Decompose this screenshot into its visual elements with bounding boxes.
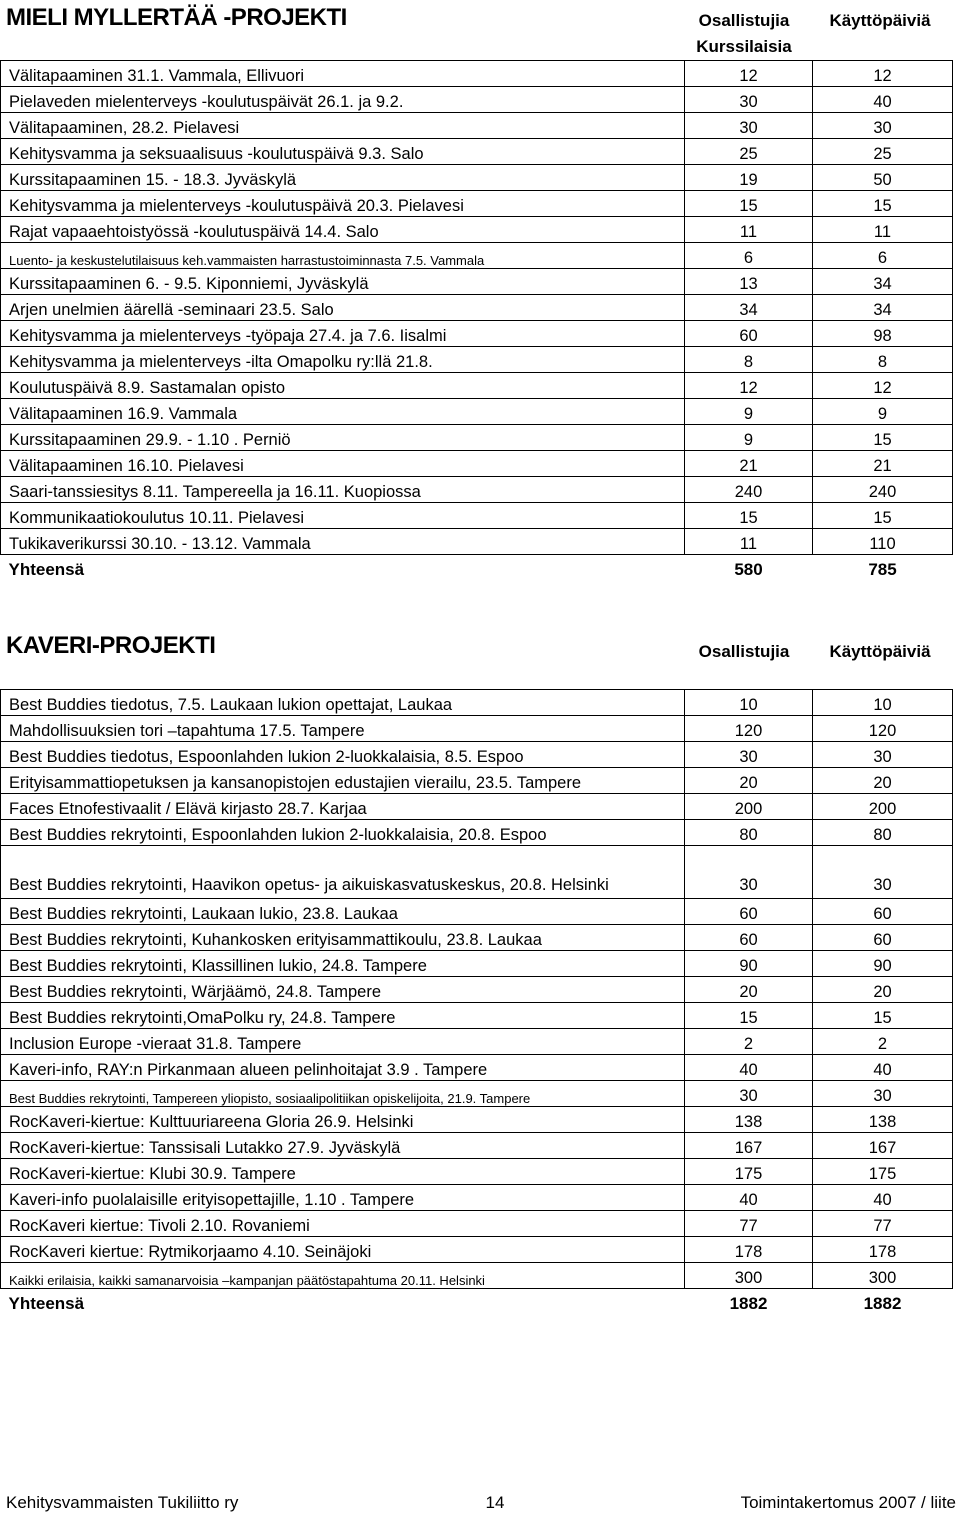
table-row [1, 925, 953, 951]
row-days: 15 [813, 191, 953, 217]
row-participants: 2 [685, 1029, 813, 1055]
row-label: RocKaveri-kiertue: Klubi 30.9. Tampere [1, 1159, 685, 1185]
table-row [1, 165, 953, 191]
table-row [1, 690, 953, 716]
row-days: 34 [813, 269, 953, 295]
footer-org: Kehitysvammaisten Tukiliitto ry [6, 1493, 239, 1512]
row-participants: 11 [685, 217, 813, 243]
row-label: Välitapaaminen 16.10. Pielavesi [1, 451, 685, 477]
row-days: 40 [813, 1185, 953, 1211]
table-row [1, 191, 953, 217]
table-row [1, 794, 953, 820]
table-row [1, 1003, 953, 1029]
row-label: Koulutuspäivä 8.9. Sastamalan opisto [1, 373, 685, 399]
kaveri-col1-header: Osallistujia [698, 642, 790, 661]
row-participants: 77 [685, 1211, 813, 1237]
row-label: Best Buddies rekrytointi, Kuhankosken erityisammattikoulu, 23.8. Laukaa [1, 925, 685, 951]
row-participants: 11 [685, 529, 813, 555]
row-participants: 12 [685, 61, 813, 87]
total-participants: 580 [734, 560, 763, 579]
row-participants: 300 [685, 1263, 813, 1289]
row-days: 6 [813, 243, 953, 269]
total-row [1, 1289, 953, 1315]
table-row [1, 977, 953, 1003]
row-days: 10 [813, 690, 953, 716]
table-row [1, 347, 953, 373]
row-label: Kurssitapaaminen 15. - 18.3. Jyväskylä [1, 165, 685, 191]
mieli-title: MIELI MYLLERTÄÄ -PROJEKTI [6, 4, 347, 31]
row-participants: 175 [685, 1159, 813, 1185]
footer-page-number: 14 [485, 1493, 505, 1512]
footer-document: Toimintakertomus 2007 / liite [740, 1493, 956, 1512]
row-participants: 138 [685, 1107, 813, 1133]
row-label: Best Buddies rekrytointi, Klassillinen lukio, 24.8. Tampere [1, 951, 685, 977]
row-label: Best Buddies rekrytointi, Haavikon opetus- ja aikuiskasvatuskeskus, 20.8. Helsinki [1, 846, 685, 899]
row-days: 60 [813, 899, 953, 925]
total-participants: 1882 [729, 1294, 768, 1313]
row-label: Inclusion Europe -vieraat 31.8. Tampere [1, 1029, 685, 1055]
row-days: 25 [813, 139, 953, 165]
table-row [1, 1107, 953, 1133]
table-row [1, 768, 953, 794]
row-participants: 30 [685, 113, 813, 139]
row-days: 80 [813, 820, 953, 846]
row-days: 2 [813, 1029, 953, 1055]
row-days: 12 [813, 61, 953, 87]
row-participants: 30 [685, 1081, 813, 1107]
row-days: 20 [813, 977, 953, 1003]
row-participants: 19 [685, 165, 813, 191]
row-days: 15 [813, 1003, 953, 1029]
row-label: Kehitysvamma ja mielenterveys -koulutuspäivä 20.3. Pielavesi [1, 191, 685, 217]
row-participants: 15 [685, 191, 813, 217]
row-days: 30 [813, 742, 953, 768]
row-participants: 12 [685, 373, 813, 399]
table-row [1, 503, 953, 529]
row-participants: 167 [685, 1133, 813, 1159]
row-participants: 200 [685, 794, 813, 820]
kaveri-title: KAVERI-PROJEKTI [6, 632, 216, 659]
row-label: Välitapaaminen, 28.2. Pielavesi [1, 113, 685, 139]
row-label: Kommunikaatiokoulutus 10.11. Pielavesi [1, 503, 685, 529]
row-label: Kurssitapaaminen 6. - 9.5. Kiponniemi, Jyväskylä [1, 269, 685, 295]
table-row [1, 1029, 953, 1055]
row-participants: 40 [685, 1185, 813, 1211]
row-label: Kurssitapaaminen 29.9. - 1.10 . Perniö [1, 425, 685, 451]
table-row [1, 951, 953, 977]
row-label: Arjen unelmien äärellä -seminaari 23.5. Salo [1, 295, 685, 321]
row-label: Kehitysvamma ja seksuaalisuus -koulutuspäivä 9.3. Salo [1, 139, 685, 165]
row-participants: 25 [685, 139, 813, 165]
row-participants: 30 [685, 87, 813, 113]
row-days: 9 [813, 399, 953, 425]
row-participants: 60 [685, 321, 813, 347]
total-label: Yhteensä [8, 1294, 85, 1313]
row-days: 34 [813, 295, 953, 321]
row-label: Erityisammattiopetuksen ja kansanopistojen edustajien vierailu, 23.5. Tampere [1, 768, 685, 794]
row-days: 40 [813, 87, 953, 113]
row-participants: 60 [685, 899, 813, 925]
row-label: RocKaveri kiertue: Rytmikorjaamo 4.10. Seinäjoki [1, 1237, 685, 1263]
row-label: Tukikaverikurssi 30.10. - 13.12. Vammala [1, 529, 685, 555]
row-participants: 8 [685, 347, 813, 373]
row-days: 40 [813, 1055, 953, 1081]
row-days: 138 [813, 1107, 953, 1133]
row-participants: 34 [685, 295, 813, 321]
table-row [1, 399, 953, 425]
row-days: 21 [813, 451, 953, 477]
row-days: 20 [813, 768, 953, 794]
table-row [1, 529, 953, 555]
row-label: Best Buddies rekrytointi, Tampereen yliopisto, sosiaalipolitiikan opiskelijoita, 21.9. Tampere [1, 1081, 685, 1107]
table-row [1, 1081, 953, 1107]
row-days: 60 [813, 925, 953, 951]
table-row [1, 820, 953, 846]
row-label: Best Buddies rekrytointi, Espoonlahden lukion 2-luokkalaisia, 20.8. Espoo [1, 820, 685, 846]
row-participants: 20 [685, 977, 813, 1003]
row-participants: 15 [685, 503, 813, 529]
table-row [1, 139, 953, 165]
row-participants: 13 [685, 269, 813, 295]
row-participants: 9 [685, 399, 813, 425]
row-label: Best Buddies tiedotus, Espoonlahden lukion 2-luokkalaisia, 8.5. Espoo [1, 742, 685, 768]
row-label: Kaveri-info, RAY:n Pirkanmaan alueen pelinhoitajat 3.9 . Tampere [1, 1055, 685, 1081]
row-days: 15 [813, 503, 953, 529]
total-row [1, 555, 953, 581]
table-row [1, 269, 953, 295]
table-row [1, 425, 953, 451]
row-participants: 20 [685, 768, 813, 794]
row-days: 175 [813, 1159, 953, 1185]
mieli-col1-header [684, 8, 804, 60]
row-label: Luento- ja keskustelutilaisuus keh.vammaisten harrastustoiminnasta 7.5. Vammala [1, 243, 685, 269]
table-row [1, 113, 953, 139]
row-days: 167 [813, 1133, 953, 1159]
row-participants: 40 [685, 1055, 813, 1081]
row-participants: 80 [685, 820, 813, 846]
row-days: 77 [813, 1211, 953, 1237]
row-days: 300 [813, 1263, 953, 1289]
kaveri-table [0, 689, 953, 1314]
row-participants: 30 [685, 742, 813, 768]
row-participants: 60 [685, 925, 813, 951]
table-row [1, 1133, 953, 1159]
row-participants: 10 [685, 690, 813, 716]
row-label: RocKaveri-kiertue: Kulttuuriareena Gloria 26.9. Helsinki [1, 1107, 685, 1133]
row-days: 50 [813, 165, 953, 191]
table-row [1, 321, 953, 347]
row-label: Rajat vapaaehtoistyössä -koulutuspäivä 14.4. Salo [1, 217, 685, 243]
row-days: 30 [813, 113, 953, 139]
row-participants: 240 [685, 477, 813, 503]
row-label: Pielaveden mielenterveys -koulutuspäivät 26.1. ja 9.2. [1, 87, 685, 113]
row-days: 15 [813, 425, 953, 451]
row-participants: 9 [685, 425, 813, 451]
table-row [1, 742, 953, 768]
row-days: 11 [813, 217, 953, 243]
total-label: Yhteensä [8, 560, 85, 579]
row-label: Kaikki erilaisia, kaikki samanarvoisia –kampanjan päätöstapahtuma 20.11. Helsinki [1, 1263, 685, 1289]
table-row [1, 451, 953, 477]
row-days: 12 [813, 373, 953, 399]
row-participants: 120 [685, 716, 813, 742]
row-days: 30 [813, 1081, 953, 1107]
table-row [1, 1055, 953, 1081]
row-label: Faces Etnofestivaalit / Elävä kirjasto 28.7. Karjaa [1, 794, 685, 820]
table-row [1, 217, 953, 243]
row-days: 110 [813, 529, 953, 555]
row-days: 90 [813, 951, 953, 977]
table-row [1, 1237, 953, 1263]
table-row [1, 1263, 953, 1289]
row-days: 240 [813, 477, 953, 503]
kaveri-col2-header: Käyttöpäiviä [829, 642, 931, 661]
table-row [1, 373, 953, 399]
table-row [1, 846, 953, 899]
row-label: Välitapaaminen 31.1. Vammala, Ellivuori [1, 61, 685, 87]
row-label: RocKaveri-kiertue: Tanssisali Lutakko 27.9. Jyväskylä [1, 1133, 685, 1159]
row-days: 98 [813, 321, 953, 347]
table-row [1, 899, 953, 925]
total-days: 1882 [863, 1294, 902, 1313]
table-row [1, 1159, 953, 1185]
row-participants: 15 [685, 1003, 813, 1029]
table-row [1, 295, 953, 321]
row-label: Kehitysvamma ja mielenterveys -ilta Omapolku ry:llä 21.8. [1, 347, 685, 373]
table-row [1, 61, 953, 87]
mieli-col1-header-label: Osallistujia [698, 11, 790, 30]
table-row [1, 716, 953, 742]
table-row [1, 1211, 953, 1237]
row-label: Best Buddies rekrytointi, Laukaan lukio, 23.8. Laukaa [1, 899, 685, 925]
table-row [1, 1185, 953, 1211]
row-label: Kaveri-info puolalaisille erityisopettajille, 1.10 . Tampere [1, 1185, 685, 1211]
mieli-table-body [1, 61, 953, 581]
row-participants: 30 [685, 846, 813, 899]
row-days: 8 [813, 347, 953, 373]
row-label: Kehitysvamma ja mielenterveys -työpaja 27.4. ja 7.6. Iisalmi [1, 321, 685, 347]
row-days: 120 [813, 716, 953, 742]
row-label: Välitapaaminen 16.9. Vammala [1, 399, 685, 425]
row-participants: 178 [685, 1237, 813, 1263]
row-label: Best Buddies rekrytointi,OmaPolku ry, 24.8. Tampere [1, 1003, 685, 1029]
row-days: 200 [813, 794, 953, 820]
row-participants: 21 [685, 451, 813, 477]
mieli-col2-header: Käyttöpäiviä [829, 11, 931, 30]
row-participants: 90 [685, 951, 813, 977]
row-label: RocKaveri kiertue: Tivoli 2.10. Rovaniemi [1, 1211, 685, 1237]
row-days: 30 [813, 846, 953, 899]
row-label: Best Buddies rekrytointi, Wärjäämö, 24.8. Tampere [1, 977, 685, 1003]
row-label: Saari-tanssiesitys 8.11. Tampereella ja 16.11. Kuopiossa [1, 477, 685, 503]
table-row [1, 87, 953, 113]
table-row [1, 477, 953, 503]
row-participants: 6 [685, 243, 813, 269]
mieli-table [0, 60, 953, 580]
row-days: 178 [813, 1237, 953, 1263]
mieli-col1-subheader: Kurssilaisia [696, 37, 792, 56]
row-label: Best Buddies tiedotus, 7.5. Laukaan lukion opettajat, Laukaa [1, 690, 685, 716]
row-label: Mahdollisuuksien tori –tapahtuma 17.5. Tampere [1, 716, 685, 742]
kaveri-table-body [1, 690, 953, 1315]
total-days: 785 [868, 560, 897, 579]
table-row [1, 243, 953, 269]
